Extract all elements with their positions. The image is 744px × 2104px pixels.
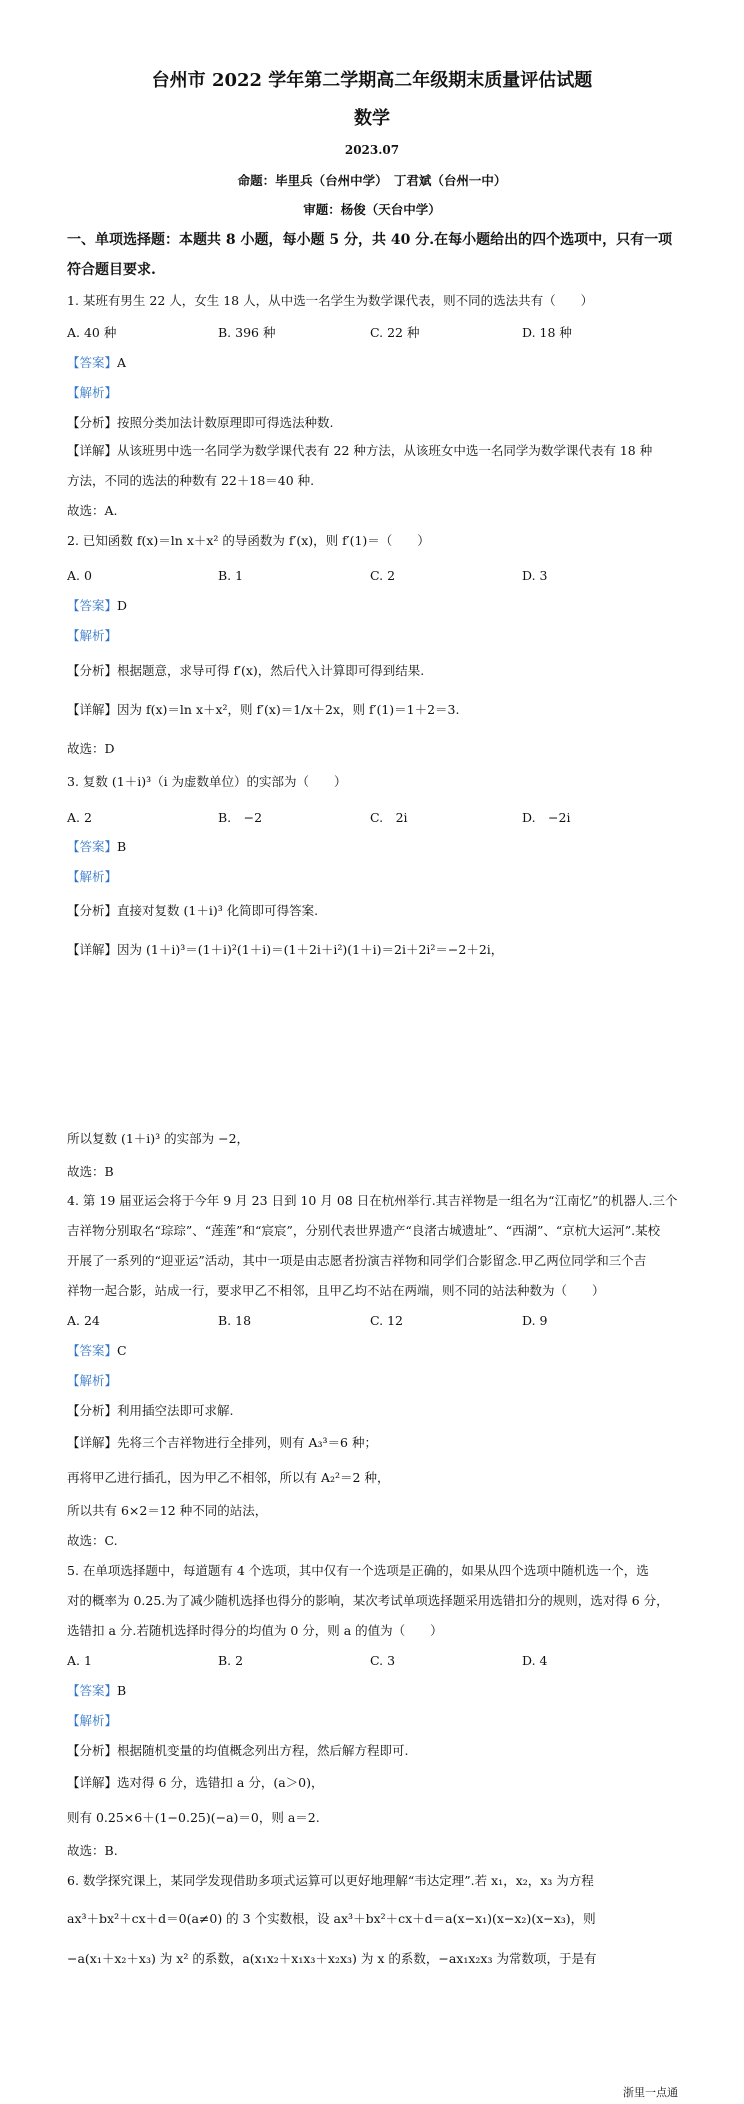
q1-choice	[67, 502, 682, 520]
detail-label: 【详解】	[67, 1775, 118, 1790]
q5-analysis	[67, 1742, 682, 1760]
analysis-label: 【分析】	[67, 415, 118, 430]
answer-value: C	[117, 1343, 127, 1358]
q3-stem: 3. 复数 (1＋i)³（i 为虚数单位）的实部为（ ）	[67, 774, 347, 789]
q5-option-d: D. 4	[522, 1653, 548, 1668]
choice-value: B.	[104, 1843, 118, 1858]
q1-analysis	[67, 414, 682, 432]
choice-label: 故选：	[67, 503, 105, 518]
q3-jiexi: 【解析】	[67, 869, 118, 884]
q4-answer	[67, 1342, 682, 1360]
q4-detail-1	[67, 1434, 682, 1452]
detail-label: 【详解】	[67, 702, 118, 717]
q5-option-c: C. 3	[370, 1653, 396, 1668]
answer-label: 【答案】	[67, 355, 118, 370]
q3-option-d: D. −2i	[522, 810, 571, 825]
answer-label: 【答案】	[67, 1683, 118, 1698]
q1-option-a: A. 40 种	[67, 325, 117, 340]
q1-option-d: D. 18 种	[522, 325, 572, 340]
q5-answer	[67, 1682, 682, 1700]
detail-text: 因为 f(x)＝ln x＋x²，则 f′(x)＝1/x＋2x，则 f′(1)＝1＋2＝3.	[117, 702, 460, 717]
q1-detail-1	[67, 442, 682, 460]
choice-label: 故选：	[67, 741, 105, 756]
analysis-text: 利用插空法即可求解.	[117, 1403, 234, 1418]
q4-jiexi: 【解析】	[67, 1373, 118, 1388]
analysis-text: 根据题意，求导可得 f′(x)，然后代入计算即可得到结果.	[117, 663, 425, 678]
q4-detail-2: 再将甲乙进行插孔，因为甲乙不相邻，所以有 A₂²＝2 种，	[67, 1470, 390, 1485]
detail-label: 【详解】	[67, 443, 118, 458]
q4-analysis	[67, 1402, 682, 1420]
choice-value: D	[104, 741, 115, 756]
q5-stem-1: 5. 在单项选择题中，每道题有 4 个选项，其中仅有一个选项是正确的，如果从四个选项中随机选一个，选	[67, 1563, 649, 1578]
q6-stem-1: 6. 数学探究课上，某同学发现借助多项式运算可以更好地理解“韦达定理”.若 x₁，x₂，x₃ 为方程	[67, 1873, 594, 1888]
detail-text: 先将三个吉祥物进行全排列，则有 A₃³＝6 种；	[117, 1435, 377, 1450]
q4-stem-1: 4. 第 19 届亚运会将于今年 9 月 23 日到 10 月 08 日在杭州举行.其吉祥物是一组名为“江南忆”的机器人.三个	[67, 1193, 678, 1208]
q4-stem-2: 吉祥物分别取名“琮琮”、“莲莲”和“宸宸”，分别代表世界遗产“良渚古城遗址”、“西湖”、“京杭大运河”.某校	[67, 1223, 661, 1238]
q2-stem: 2. 已知函数 f(x)＝ln x＋x² 的导函数为 f′(x)，则 f′(1)＝（ ）	[67, 533, 430, 548]
q1-detail-2: 方法，不同的选法的种数有 22＋18＝40 种.	[67, 473, 315, 488]
paper-authors: 命题：毕里兵（台州中学） 丁君斌（台州一中）	[237, 173, 507, 188]
q2-option-b: B. 1	[218, 568, 244, 583]
choice-value: C.	[104, 1533, 118, 1548]
footer-watermark: 浙里一点通	[623, 2086, 678, 2099]
q4-detail-3: 所以共有 6×2＝12 种不同的站法，	[67, 1503, 268, 1518]
q5-option-b: B. 2	[218, 1653, 244, 1668]
answer-label: 【答案】	[67, 598, 118, 613]
q4-option-c: C. 12	[370, 1313, 403, 1328]
analysis-label: 【分析】	[67, 903, 118, 918]
answer-value: B	[117, 839, 127, 854]
q5-choice	[67, 1842, 682, 1860]
q5-stem-2: 对的概率为 0.25.为了减少随机选择也得分的影响，某次考试单项选择题采用选错扣分的规则，选对得 6 分，	[67, 1593, 669, 1608]
analysis-label: 【分析】	[67, 1743, 118, 1758]
q2-option-d: D. 3	[522, 568, 548, 583]
q4-option-a: A. 24	[67, 1313, 100, 1328]
detail-text: 从该班男中选一名同学为数学课代表有 22 种方法，从该班女中选一名同学为数学课代表有 18 种	[117, 443, 653, 458]
answer-value: D	[117, 598, 128, 613]
q4-option-d: D. 9	[522, 1313, 548, 1328]
q2-answer	[67, 597, 682, 615]
q2-option-c: C. 2	[370, 568, 396, 583]
q1-stem: 1. 某班有男生 22 人，女生 18 人，从中选一名学生为数学课代表，则不同的选法共有（ ）	[67, 293, 594, 308]
q2-detail	[67, 701, 682, 719]
analysis-text: 按照分类加法计数原理即可得选法种数.	[117, 415, 334, 430]
q2-option-a: A. 0	[67, 568, 92, 583]
q2-analysis	[67, 662, 682, 680]
paper-date: 2023.07	[344, 143, 400, 157]
q3-option-b: B. −2	[218, 810, 263, 825]
q4-option-b: B. 18	[218, 1313, 252, 1328]
detail-text: 因为 (1＋i)³＝(1＋i)²(1＋i)＝(1＋2i＋i²)(1＋i)＝2i＋2i²＝−2＋2i，	[117, 942, 504, 957]
q3-analysis	[67, 902, 682, 920]
analysis-text: 直接对复数 (1＋i)³ 化简即可得答案.	[117, 903, 319, 918]
detail-text: 选对得 6 分，选错扣 a 分，(a＞0)，	[117, 1775, 324, 1790]
q5-option-a: A. 1	[67, 1653, 92, 1668]
q3-option-a: A. 2	[67, 810, 92, 825]
detail-label: 【详解】	[67, 942, 118, 957]
q6-stem-3: −a(x₁＋x₂＋x₃) 为 x² 的系数，a(x₁x₂＋x₁x₃＋x₂x₃) 为 x 的系数，−ax₁x₂x₃ 为常数项，于是有	[67, 1951, 597, 1966]
q2-choice	[67, 740, 682, 758]
choice-value: B	[104, 1164, 114, 1179]
choice-label: 故选：	[67, 1164, 105, 1179]
paper-title: 台州市 2022 学年第二学期高二年级期末质量评估试题	[151, 70, 593, 91]
answer-label: 【答案】	[67, 1343, 118, 1358]
q4-stem-3: 开展了一系列的“迎亚运”活动，其中一项是由志愿者扮演吉祥物和同学们合影留念.甲乙两位同学和三个吉	[67, 1253, 647, 1268]
answer-value: A	[117, 355, 127, 370]
q1-answer	[67, 354, 682, 372]
q3-conclusion: 所以复数 (1＋i)³ 的实部为 −2，	[67, 1131, 250, 1146]
answer-value: B	[117, 1683, 127, 1698]
analysis-label: 【分析】	[67, 663, 118, 678]
q3-choice	[67, 1163, 682, 1181]
q4-stem-4: 祥物一起合影，站成一行，要求甲乙不相邻，且甲乙均不站在两端，则不同的站法种数为（ ）	[67, 1283, 605, 1298]
choice-value: A.	[104, 503, 118, 518]
q1-option-c: C. 22 种	[370, 325, 420, 340]
answer-label: 【答案】	[67, 839, 118, 854]
q5-detail-2: 则有 0.25×6＋(1−0.25)(−a)＝0，则 a＝2.	[67, 1810, 320, 1825]
q5-stem-3: 选错扣 a 分.若随机选择时得分的均值为 0 分，则 a 的值为（ ）	[67, 1623, 443, 1638]
analysis-label: 【分析】	[67, 1403, 118, 1418]
q6-stem-2: ax³＋bx²＋cx＋d＝0(a≠0) 的 3 个实数根，设 ax³＋bx²＋cx＋d＝a(x−x₁)(x−x₂)(x−x₃)，则	[67, 1911, 596, 1926]
paper-reviewer: 审题：杨俊（天台中学）	[303, 202, 441, 217]
choice-label: 故选：	[67, 1843, 105, 1858]
q3-answer	[67, 838, 682, 856]
q3-detail	[67, 941, 682, 959]
section-heading: 一、单项选择题：本题共 8 小题，每小题 5 分，共 40 分.在每小题给出的四个选项中，只有一项符合题目要求.	[67, 232, 673, 278]
q3-option-c: C. 2i	[370, 810, 408, 825]
q4-choice	[67, 1532, 682, 1550]
choice-label: 故选：	[67, 1533, 105, 1548]
q5-jiexi: 【解析】	[67, 1713, 118, 1728]
q2-jiexi: 【解析】	[67, 628, 118, 643]
detail-label: 【详解】	[67, 1435, 118, 1450]
q1-jiexi: 【解析】	[67, 385, 118, 400]
q1-option-b: B. 396 种	[218, 325, 276, 340]
analysis-text: 根据随机变量的均值概念列出方程，然后解方程即可.	[117, 1743, 409, 1758]
paper-subject: 数学	[354, 108, 390, 129]
q5-detail-1	[67, 1774, 682, 1792]
